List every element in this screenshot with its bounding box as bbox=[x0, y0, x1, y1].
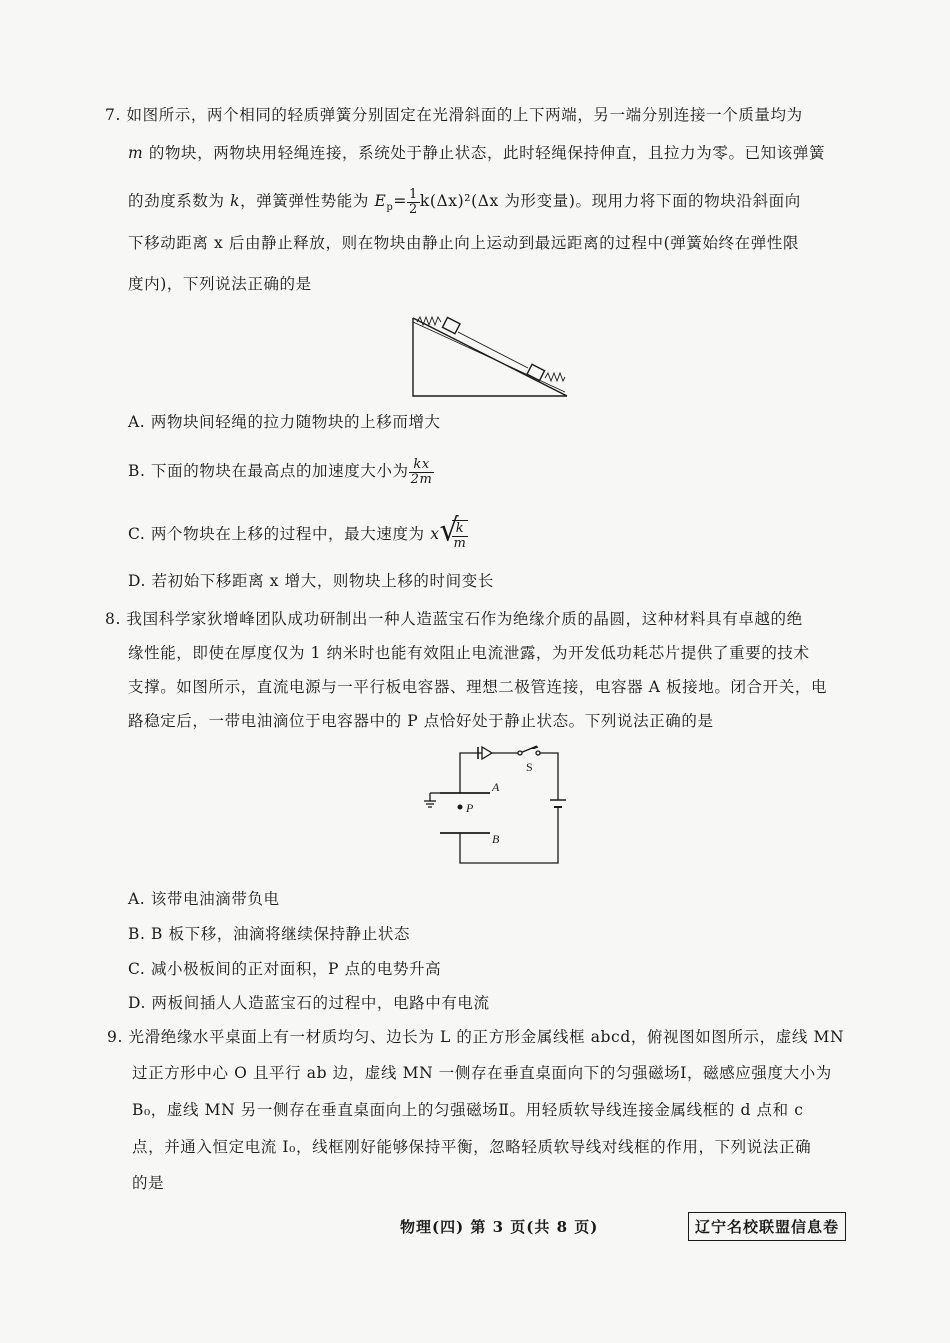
q7-line-2 bbox=[128, 146, 825, 162]
q8-line-3: 支撑。如图所示，直流电源与一平行板电容器、理想二极管连接，电容器 A 板接地。闭合开关，电 bbox=[128, 678, 828, 696]
circuit-bottom-wire bbox=[460, 807, 558, 863]
q9-line-1: 9. 光滑绝缘水平桌面上有一材质均匀、边长为 L 的正方形金属线框 abcd，俯视图如图所示，虚线 MN bbox=[107, 1028, 845, 1046]
q7-option-c-den: m bbox=[453, 535, 467, 551]
upper-block bbox=[442, 317, 459, 333]
q7-option-c-sqrt bbox=[440, 520, 469, 550]
label-b: B bbox=[492, 832, 500, 846]
page-number: 物理(四) 第 3 页(共 8 页) bbox=[400, 1218, 599, 1236]
q7-line-5: 度内)，下列说法正确的是 bbox=[128, 275, 312, 293]
q7-line-3 bbox=[128, 188, 801, 216]
oil-drop-p bbox=[458, 805, 463, 810]
q7-eq-sign: = bbox=[393, 192, 407, 211]
q7-option-d: D. 若初始下移距离 x 增大，则物块上移的时间变长 bbox=[128, 572, 494, 590]
q8-line-2: 缘性能，即使在厚度仅为 1 纳米时也能有效阻止电流泄露，为开发低功耗芯片提供了重要的技术 bbox=[128, 644, 810, 662]
incline-slope bbox=[413, 318, 567, 396]
q7-option-b-den: 2m bbox=[410, 471, 433, 487]
q7-line-1: 7. 如图所示，两个相同的轻质弹簧分别固定在光滑斜面的上下两端，另一端分别连接一个质量均为 bbox=[105, 106, 803, 124]
q7-option-c-text: C. 两个物块在上移的过程中，最大速度为 bbox=[128, 525, 431, 544]
q7-var-ep-sub: p bbox=[386, 202, 394, 214]
q7-option-b bbox=[128, 458, 434, 486]
q7-option-a: A. 两物块间轻绳的拉力随物块的上移而增大 bbox=[128, 413, 441, 431]
q8-line-1: 8. 我国科学家狄增峰团队成功研制出一种人造蓝宝石作为绝缘介质的晶圆，这种材料具有卓越的绝 bbox=[105, 610, 803, 628]
q7-option-b-text: B. 下面的物块在最高点的加速度大小为 bbox=[128, 462, 409, 481]
q9-line-4: 点，并通入恒定电流 I₀，线框刚好能够保持平衡，忽略轻质软导线对线框的作用，下列说法正确 bbox=[132, 1138, 812, 1156]
q8-option-c: C. 减小极板间的正对面积，P 点的电势升高 bbox=[128, 960, 442, 978]
q8-line-4: 路稳定后，一带电油滴位于电容器中的 P 点恰好处于静止状态。下列说法正确的是 bbox=[128, 712, 714, 730]
q7-frac-num: 1 bbox=[409, 187, 418, 202]
q7-line-3-b: ，弹簧弹性势能为 bbox=[240, 192, 375, 211]
q8-option-b: B. B 板下移，油滴将继续保持静止状态 bbox=[128, 925, 411, 943]
q8-option-a: A. 该带电油滴带负电 bbox=[128, 890, 280, 908]
label-a: A bbox=[492, 780, 500, 794]
diode-triangle bbox=[482, 747, 492, 759]
q7-line-3-c: k(Δx)²(Δx 为形变量)。现用力将下面的物块沿斜面向 bbox=[419, 192, 801, 211]
q7-line-3-a: 的劲度系数为 bbox=[128, 192, 231, 211]
label-p: P bbox=[466, 801, 474, 815]
lower-block bbox=[527, 364, 544, 380]
rope bbox=[458, 332, 528, 368]
q9-line-2: 过正方形中心 O 且平行 ab 边，虚线 MN 一侧存在垂直桌面向下的匀强磁场Ⅰ，磁感应强度大小为 bbox=[132, 1064, 832, 1082]
q9-line-3: B₀，虚线 MN 另一侧存在垂直桌面向上的匀强磁场Ⅱ。用轻质软导线连接金属线框的 d 点和 c bbox=[132, 1101, 804, 1119]
q9-line-5: 的是 bbox=[132, 1174, 165, 1192]
q7-option-b-frac bbox=[409, 458, 435, 486]
q7-line-4: 下移动距离 x 后由静止释放，则在物块由静止向上运动到最远距离的过程中(弹簧始终在弹性限 bbox=[128, 234, 800, 252]
q7-frac-den: 2 bbox=[409, 201, 418, 217]
q7-var-m: m bbox=[128, 144, 144, 162]
q7-option-c-frac bbox=[452, 520, 469, 550]
upper-spring bbox=[417, 317, 441, 325]
q7-option-c-x: x bbox=[430, 525, 440, 544]
q7-line-2-text: 的物块，两物块用轻绳连接，系统处于静止状态，此时轻绳保持伸直，且拉力为零。已知该弹簧 bbox=[143, 144, 826, 162]
q7-var-k: k bbox=[230, 192, 241, 211]
label-s: S bbox=[526, 760, 533, 774]
q8-option-d: D. 两板间插人人造蓝宝石的过程中，电路中有电流 bbox=[128, 994, 490, 1012]
lower-spring bbox=[545, 373, 565, 381]
q7-frac-half bbox=[407, 188, 420, 216]
q7-option-b-num: kx bbox=[409, 458, 435, 473]
circuit-diagram bbox=[420, 745, 580, 870]
q7-var-ep: E bbox=[374, 192, 387, 211]
incline-diagram bbox=[405, 312, 575, 402]
brand-box: 辽宁名校联盟信息卷 bbox=[688, 1212, 846, 1241]
q7-option-c-num: √ k bbox=[452, 522, 469, 537]
q7-option-c bbox=[128, 520, 468, 550]
